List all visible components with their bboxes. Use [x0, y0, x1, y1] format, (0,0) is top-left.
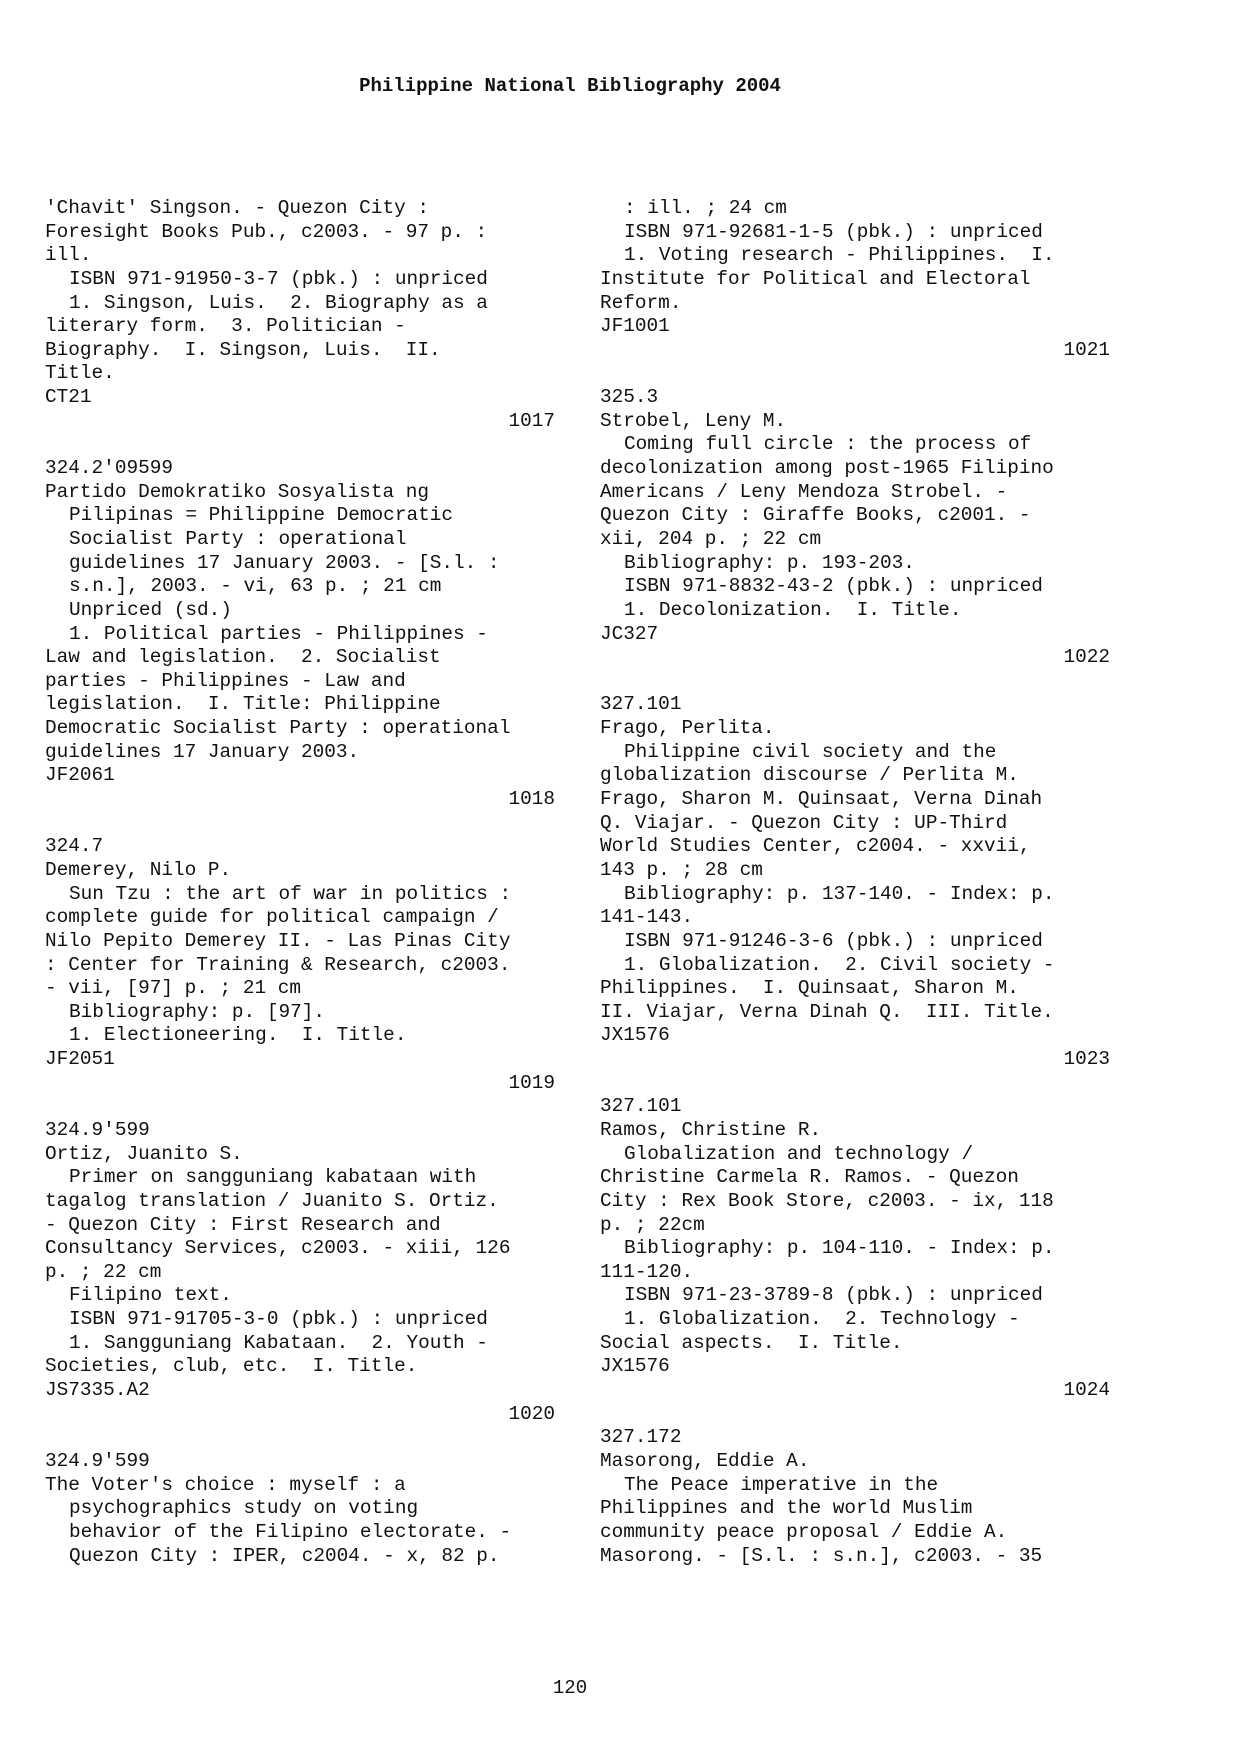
page-title: Philippine National Bibliography 2004: [359, 75, 781, 97]
entry-line: - vii, [97] p. ; 21 cm: [45, 977, 301, 1000]
entry-line: Law and legislation. 2. Socialist: [45, 646, 441, 669]
entry-line: Consultancy Services, c2003. - xiii, 126: [45, 1237, 511, 1260]
entry-spacer: [600, 362, 1110, 386]
entry-line: ISBN 971-92681-1-5 (pbk.) : unpriced: [624, 220, 1043, 243]
entry-line: Philippines. I. Quinsaat, Sharon M.: [600, 977, 1019, 1000]
bibliography-entry: [600, 693, 1110, 1071]
entry-line: : ill. ; 24 cm: [624, 197, 787, 219]
entry-spacer: [45, 1426, 555, 1450]
entry-line: Bibliography: p. 193-203.: [624, 551, 915, 574]
entry-line: Philippines and the world Muslim: [600, 1497, 973, 1520]
entry-line: ISBN 971-91705-3-0 (pbk.) : unpriced: [69, 1308, 488, 1331]
entry-number: 1021: [1063, 338, 1110, 361]
entry-line: behavior of the Filipino electorate. -: [69, 1520, 512, 1543]
entry-line: Ramos, Christine R.: [600, 1118, 822, 1141]
entry-line: Frago, Sharon M. Quinsaat, Verna Dinah: [600, 788, 1043, 811]
entry-line: legislation. I. Title: Philippine: [45, 693, 441, 716]
entry-line: 'Chavit' Singson. - Quezon City :: [45, 197, 429, 219]
entry-line: Coming full circle : the process of: [624, 433, 1032, 456]
entry-line: 327.172: [600, 1426, 682, 1449]
entry-line: 1. Singson, Luis. 2. Biography as a: [69, 291, 488, 314]
entry-line: Christine Carmela R. Ramos. - Quezon: [600, 1166, 1019, 1189]
entry-line: Globalization and technology /: [624, 1142, 974, 1165]
entry-line: Title.: [45, 362, 115, 385]
entry-number: 1019: [508, 1071, 555, 1094]
entry-line: parties - Philippines - Law and: [45, 669, 406, 692]
entry-line: 111-120.: [600, 1260, 694, 1283]
entry-line: JF2061: [45, 764, 115, 787]
entry-line: ISBN 971-91950-3-7 (pbk.) : unpriced: [69, 267, 488, 290]
entry-line: 325.3: [600, 386, 659, 409]
entry-line: Sun Tzu : the art of war in politics :: [69, 882, 512, 905]
entry-line: Masorong, Eddie A.: [600, 1449, 810, 1472]
entry-line: 1. Decolonization. I. Title.: [624, 598, 962, 621]
entry-line: Reform.: [600, 291, 682, 314]
entry-line: Bibliography: p. [97].: [69, 1000, 325, 1023]
entry-line: ISBN 971-23-3789-8 (pbk.) : unpriced: [624, 1284, 1043, 1307]
entry-line: Americans / Leny Mendoza Strobel. -: [600, 480, 1008, 503]
entry-line: : Center for Training & Research, c2003.: [45, 953, 511, 976]
entry-line: World Studies Center, c2004. - xxvii,: [600, 835, 1031, 858]
entry-line: decolonization among post-1965 Filipino: [600, 457, 1054, 480]
entry-line: ISBN 971-8832-43-2 (pbk.) : unpriced: [624, 575, 1043, 598]
entry-line: p. ; 22cm: [600, 1213, 705, 1236]
entry-spacer: [45, 433, 555, 457]
page-number: 120: [552, 1677, 588, 1699]
entry-line: JF1001: [600, 315, 670, 338]
entry-spacer: [600, 670, 1110, 694]
entry-number: 1020: [508, 1402, 555, 1425]
entry-line: Bibliography: p. 104-110. - Index: p.: [624, 1237, 1055, 1260]
entry-line: Biography. I. Singson, Luis. II.: [45, 338, 441, 361]
entry-line: 324.9'599: [45, 1118, 150, 1141]
entry-number: 1018: [508, 788, 555, 811]
right-column: [600, 197, 1110, 1568]
bibliography-entry: [45, 1450, 555, 1568]
bibliography-entry: [45, 1119, 555, 1426]
entry-line: 1. Globalization. 2. Technology -: [624, 1308, 1020, 1331]
entry-line: 324.2'09599: [45, 457, 173, 480]
entry-line: Frago, Perlita.: [600, 717, 775, 740]
entry-line: Societies, club, etc. I. Title.: [45, 1355, 418, 1378]
entry-line: Social aspects. I. Title.: [600, 1331, 903, 1354]
left-column: [45, 197, 555, 1568]
bibliography-entry: [600, 1095, 1110, 1402]
entry-line: JX1576: [600, 1024, 670, 1047]
entry-line: CT21: [45, 386, 92, 409]
bibliography-entry: [45, 457, 555, 812]
entry-line: s.n.], 2003. - vi, 63 p. ; 21 cm: [69, 575, 442, 598]
entry-line: guidelines 17 January 2003. - [S.l. :: [69, 551, 500, 574]
entry-line: complete guide for political campaign /: [45, 906, 499, 929]
entry-line: ISBN 971-91246-3-6 (pbk.) : unpriced: [624, 929, 1043, 952]
entry-line: ill.: [45, 244, 92, 267]
entry-line: 1. Sangguniang Kabataan. 2. Youth -: [69, 1331, 488, 1354]
entry-line: literary form. 3. Politician -: [45, 315, 406, 338]
entry-line: The Voter's choice : myself : a: [45, 1473, 406, 1496]
entry-line: JF2051: [45, 1048, 115, 1071]
entry-line: Quezon City : IPER, c2004. - x, 82 p.: [69, 1544, 500, 1567]
entry-line: Democratic Socialist Party : operational: [45, 717, 511, 740]
entry-line: tagalog translation / Juanito S. Ortiz.: [45, 1189, 499, 1212]
entry-line: City : Rex Book Store, c2003. - ix, 118: [600, 1189, 1054, 1212]
entry-line: 327.101: [600, 693, 682, 716]
entry-line: globalization discourse / Perlita M.: [600, 764, 1019, 787]
bibliography-entry: [600, 386, 1110, 670]
bibliography-entry: [600, 197, 1110, 362]
entry-line: Quezon City : Giraffe Books, c2001. -: [600, 504, 1031, 527]
bibliography-entry: [600, 1426, 1110, 1568]
entry-line: Filipino text.: [69, 1284, 232, 1307]
entry-line: Bibliography: p. 137-140. - Index: p.: [624, 882, 1055, 905]
entry-line: Strobel, Leny M.: [600, 409, 787, 432]
entry-spacer: [45, 812, 555, 836]
entry-spacer: [600, 1072, 1110, 1096]
entry-line: Masorong. - [S.l. : s.n.], c2003. - 35: [600, 1544, 1043, 1567]
entry-line: Philippine civil society and the: [624, 740, 997, 763]
entry-line: 1. Electioneering. I. Title.: [69, 1024, 407, 1047]
entry-line: 1. Political parties - Philippines -: [69, 622, 488, 645]
entry-line: guidelines 17 January 2003.: [45, 740, 360, 763]
entry-spacer: [45, 1095, 555, 1119]
entry-line: II. Viajar, Verna Dinah Q. III. Title.: [600, 1000, 1054, 1023]
entry-line: Partido Demokratiko Sosyalista ng: [45, 480, 429, 503]
entry-line: Demerey, Nilo P.: [45, 858, 232, 881]
bibliography-entry: [45, 835, 555, 1095]
entry-line: 1. Voting research - Philippines. I.: [624, 244, 1055, 267]
bibliography-entry: [45, 197, 555, 433]
entry-number: 1017: [508, 409, 555, 432]
entry-number: 1023: [1063, 1048, 1110, 1071]
entry-number: 1024: [1063, 1379, 1110, 1402]
entry-line: Institute for Political and Electoral: [600, 267, 1031, 290]
entry-line: 143 p. ; 28 cm: [600, 858, 763, 881]
entry-line: community peace proposal / Eddie A.: [600, 1520, 1008, 1543]
entry-line: 1. Globalization. 2. Civil society -: [624, 953, 1055, 976]
entry-line: Primer on sangguniang kabataan with: [69, 1166, 477, 1189]
entry-spacer: [600, 1403, 1110, 1427]
entry-line: 141-143.: [600, 906, 694, 929]
entry-line: Unpriced (sd.): [69, 598, 232, 621]
entry-number: 1022: [1063, 646, 1110, 669]
entry-line: Nilo Pepito Demerey II. - Las Pinas City: [45, 929, 511, 952]
entry-line: 324.7: [45, 835, 104, 858]
entry-line: 327.101: [600, 1095, 682, 1118]
entry-line: The Peace imperative in the: [624, 1473, 939, 1496]
entry-line: Q. Viajar. - Quezon City : UP-Third: [600, 811, 1008, 834]
entry-line: JX1576: [600, 1355, 670, 1378]
entry-line: JC327: [600, 622, 659, 645]
entry-line: p. ; 22 cm: [45, 1260, 162, 1283]
entry-line: Socialist Party : operational: [69, 527, 407, 550]
entry-line: Ortiz, Juanito S.: [45, 1142, 243, 1165]
entry-line: Foresight Books Pub., c2003. - 97 p. :: [45, 220, 488, 243]
entry-line: Pilipinas = Philippine Democratic: [69, 504, 453, 527]
entry-line: - Quezon City : First Research and: [45, 1213, 441, 1236]
entry-line: psychographics study on voting: [69, 1497, 419, 1520]
entry-line: xii, 204 p. ; 22 cm: [600, 527, 822, 550]
entry-line: JS7335.A2: [45, 1379, 150, 1402]
entry-line: 324.9'599: [45, 1449, 150, 1472]
